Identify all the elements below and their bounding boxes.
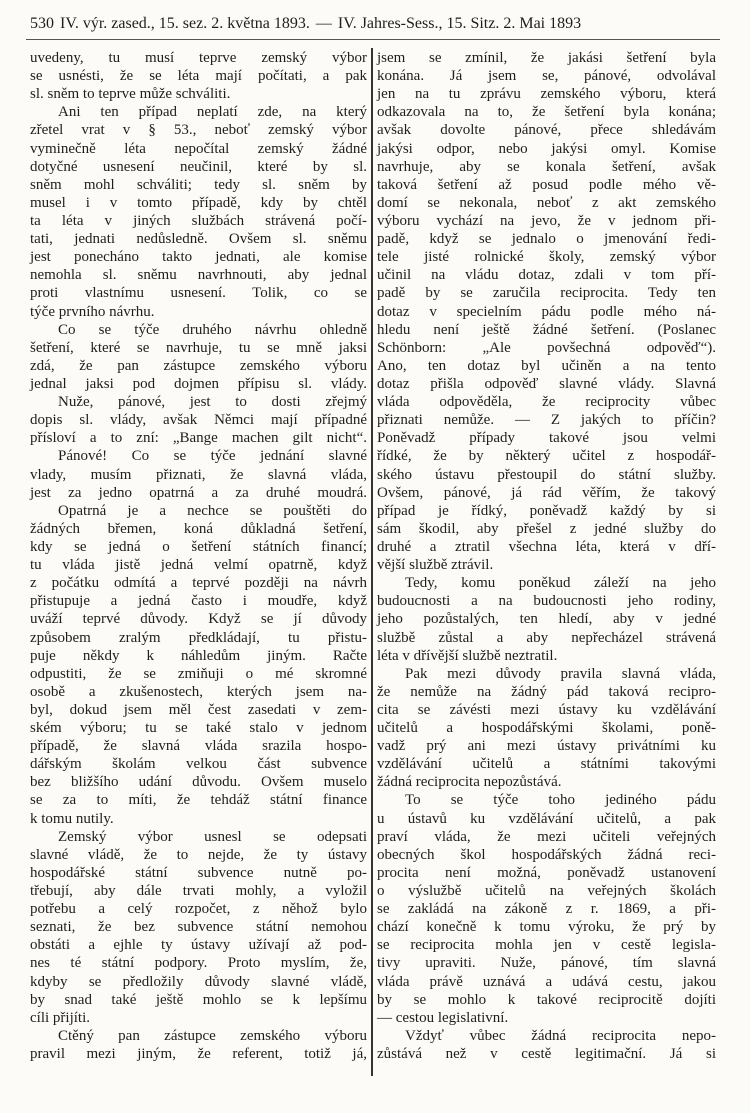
text-line: hospodářské státní subvence nutně po- [30, 864, 367, 881]
text-line: avšak dovolte pánové, přece shledávám [377, 122, 716, 139]
text-line: jsem se zmínil, že jakási šetření byla [377, 50, 716, 66]
text-line: jakýsi odpor, nebo jakýsi omyl. Komise [377, 140, 716, 157]
text-line: dotaz přišla odpověď slavné vlády. Slavná [377, 375, 716, 392]
text-line: vzdělávání učitelů a státními takovými [377, 756, 716, 773]
column-divider [371, 48, 373, 1076]
text-line: Vždyť vůbec žádná reciprocita nepo- [405, 1027, 716, 1044]
text-line: tati, jednati nedůsledně. Ovšem sl. sněmu [30, 231, 367, 248]
text-line: Nuže, pánové, jest to dosti zřejmý [58, 394, 367, 411]
text-line: dotaz v specielním pádu podle mého ná- [377, 303, 716, 320]
text-line: řídké, že by některý učitel z hospodář- [377, 448, 716, 465]
text-line: by snad také ještě mohlo se k lepšímu [30, 991, 367, 1008]
text-line: jest za jedno opatrná a za druhé moudrá. [30, 484, 367, 501]
text-line: druhé a ztratil všechna léta, která v dří- [377, 538, 716, 555]
text-line: sl. sněm to teprve může schváliti. [30, 86, 231, 103]
text-line: Pánové! Co se týče jednání slavné [58, 448, 367, 465]
text-line: výboru vychází na jevo, že v jednom při- [377, 212, 716, 229]
text-line: nes té státní podpory. Proto myslím, že, [30, 955, 367, 972]
text-line: Schönborn: „Ale povšechná odpověď“). [377, 339, 716, 356]
text-line: případě, že slavná vláda srazila hospo- [30, 738, 367, 755]
right-column [377, 49, 716, 1063]
text-line: Tedy, komu poněkud záleží na jeho [405, 575, 716, 592]
text-line: Poněvadž případy takové jsou velmi [377, 430, 716, 447]
text-line: týče prvního návrhu. [30, 303, 155, 320]
text-line: se usnésti, že se léta mají počítati, a pak [30, 68, 367, 85]
left-column [30, 49, 367, 1063]
text-line: jeho pozůstalých, ten hledí, aby v jedné [377, 611, 716, 628]
page-number: 530 [30, 15, 54, 32]
text-line: žádná reciprocita nepozůstává. [377, 774, 562, 791]
text-line: byl, dokud jsem měl čest zasedati v zem- [30, 701, 367, 718]
text-line: dářským školám velkou část subvence [30, 756, 367, 773]
text-line: vlady, musím přiznati, že slavná vláda, [30, 466, 367, 483]
text-line: padě by se zaručila reciprocita. Tedy ten [377, 285, 716, 302]
text-line: Ovšem, pánové, já rád věřím, že takový [377, 484, 716, 501]
text-line: se reciprocita mohla jen v cestě legisla- [377, 937, 716, 954]
text-line: Ani ten případ neplatí zde, na který [58, 104, 367, 121]
text-line: obstáti a ejhle ty ústavy užívají až pod- [30, 937, 367, 954]
text-line: praví vláda, že mezi učiteli veřejných [377, 828, 716, 845]
text-line: seznati, že bez subvence státní nemohou [30, 919, 367, 936]
text-line: přísloví a to zní: „Bange machen gilt nicht“. [30, 430, 367, 447]
text-line: uváží teprvé důvody. Když se jí důvody [30, 611, 367, 628]
text-line: bez bližšího udání důvodu. Ovšem muselo [30, 774, 367, 791]
text-line: cita se závésti mezi ústavy ku vzdělávání [377, 701, 716, 718]
header-title-german: IV. Jahres-Sess., 15. Sitz. 2. Mai 1893 [337, 15, 582, 32]
text-line: konána. Já jsem se, pánové, odvolával [377, 68, 716, 85]
text-line: musel i v tomto případě, kdy by chtěl [30, 194, 367, 211]
text-line: ském výboru; tu se také stalo v jednom [30, 720, 367, 737]
text-line: přistupuje a jedná často i moudře, když [30, 593, 367, 610]
text-line: To se týče toho jediného pádu [405, 792, 716, 809]
text-line: procita není možná, poněvadž ustanovení [377, 864, 716, 881]
text-line: jednal jaksi pod dojmen přípisu sl. vlády. [30, 375, 367, 392]
text-line: puje někdy k náhledům jiným. Račte [30, 647, 367, 664]
text-line: cíli přijíti. [30, 1009, 90, 1026]
text-line: sám škodil, aby přešel z jedné služby do [377, 520, 716, 537]
text-line: z počátku odmítá a teprvé později na návrh [30, 575, 367, 592]
text-line: kdyby se předložily důvody slavné vládě, [30, 973, 367, 990]
header-title-czech: IV. výr. zased., 15. sez. 2. května 1893. [60, 15, 310, 32]
text-line: dotyčné usnesení neučinil, které by sl. [30, 158, 367, 175]
text-line: o výslužbě učitelů na veřejných školách [377, 883, 716, 900]
text-line: učitelů a hospodářskými školami, poně- [377, 720, 716, 737]
text-line: budoucnosti a na budoucnosti jeho rodiny, [377, 593, 716, 610]
header-rule [26, 39, 720, 40]
text-line: vadž prý ani mezi ústavy privátními ku [377, 738, 716, 755]
text-line: jest ponecháno takto jednati, ale komise [30, 249, 367, 266]
text-line: zřetel vrat v § 53., neboť zemský výbor [30, 122, 367, 139]
text-line: zdá, že pan zástupce zemského výboru [30, 357, 367, 374]
text-line: jen na tu zprávu zemského výboru, která [377, 86, 716, 103]
header-dash: — [315, 15, 332, 32]
text-line: proti vlastnímu usnesení. Tolik, co se [30, 285, 367, 302]
text-line: přiznati nemůže. — Z jakých to příčin? [377, 412, 716, 429]
text-line: léta v dřívější službě neztratil. [377, 647, 558, 664]
text-line: že nemůže na žádný pád taková recipro- [377, 683, 716, 700]
text-line: Ano, ten dotaz byl učiněn a na tento [377, 357, 716, 374]
text-line: vyminečně léta nepočítal zemský žádné [30, 140, 367, 157]
text-line: Co se týče druhého návrhu ohledně [58, 321, 367, 338]
text-line: sněm mohl schváliti; tedy sl. sněm by [30, 176, 367, 193]
text-line: tele jisté rolnické školy, zemský výbor [377, 249, 716, 266]
text-line: třebují, aby dále trvati mohly, a vyložil [30, 883, 367, 900]
text-line: zůstává než v cestě legitimační. Já si [377, 1046, 716, 1063]
text-line: odpustiti, že se zmiňuji o mé skromné [30, 665, 367, 682]
text-line: taková šetření až posud podle mého vě- [377, 176, 716, 193]
text-line: Ctěný pan zástupce zemského výboru [58, 1027, 367, 1044]
text-line: žádných břemen, koná důkladná šetření, [30, 520, 367, 537]
text-line: tivy upraviti. Nuže, pánové, tím slavná [377, 955, 716, 972]
text-line: domí se nekonala, neboť z akt zemského [377, 194, 716, 211]
text-line: Pak mezi důvody pravila slavná vláda, [405, 665, 716, 682]
text-line: ského ústavu přestoupil do státní služby. [377, 466, 716, 483]
text-line: případ je řídký, poněvadž každý by si [377, 502, 716, 519]
text-line: vější službě ztrávil. [377, 557, 494, 574]
text-line: potřebu a celý rozpočet, z něhož bylo [30, 901, 367, 918]
text-line: pravil mezi jiným, že referent, totiž já, [30, 1046, 367, 1063]
text-line: Zemský výbor usnesl se odepsati [58, 828, 367, 845]
text-line: službě zůstal a aby nepřecházel strávená [377, 629, 716, 646]
text-line: hledu není ještě žádné šetření. (Poslanec [377, 321, 716, 338]
text-line: učinil na vládu dotaz, zdali v tom pří- [377, 267, 716, 284]
text-line: dopis sl. vlády, avšak Němci mají případné [30, 412, 367, 429]
text-line: padě, když se jednalo o jmenování ředi- [377, 231, 716, 248]
text-line: u ústavů ku vzdělávání učitelů, a pak [377, 810, 716, 827]
text-line: vláda odpověděla, že reciprocity vůbec [377, 394, 716, 411]
running-header [30, 15, 695, 33]
text-line: by se mohlo k takové reciprocitě dojíti [377, 991, 716, 1008]
text-line: ta léta v jiných službách strávená počí- [30, 212, 367, 229]
text-line: vláda právě uznává a udává cestu, jakou [377, 973, 716, 990]
text-line: kdy se jedná o šetření státních financí; [30, 538, 367, 555]
text-line: navrhuje, aby se konala šetření, avšak [377, 158, 716, 175]
text-line: slavné vládě, že to nejde, že ty ústavy [30, 846, 367, 863]
text-line: — cestou legislativní. [377, 1009, 509, 1026]
text-line: chází konečně k tomu výroku, že prý by [377, 919, 716, 936]
text-line: Opatrná je a nechce se pouštěti do [58, 502, 367, 519]
text-line: se zakládá na zákoně z r. 1869, a při- [377, 901, 716, 918]
text-line: tu vláda jistě jedná velmí opatrně, když [30, 557, 367, 574]
text-line: nemohla sl. sněmu navrhnouti, aby jednal [30, 267, 367, 284]
text-line: osobě a zkušenostech, kterých jsem na- [30, 683, 367, 700]
text-line: k tomu nutily. [30, 810, 114, 827]
text-line: uvedeny, tu musí teprve zemský výbor [30, 50, 367, 66]
text-line: způsobem zralým předkládají, tu přistu- [30, 629, 367, 646]
text-line: obecných škol hospodářských žádná reci- [377, 846, 716, 863]
text-line: se za to míti, že tehdáž státní finance [30, 792, 367, 809]
text-line: šetření, které se navrhuje, tu se mně jaksi [30, 339, 367, 356]
text-line: odkazovala na to, že šetření byla konána; [377, 104, 716, 121]
